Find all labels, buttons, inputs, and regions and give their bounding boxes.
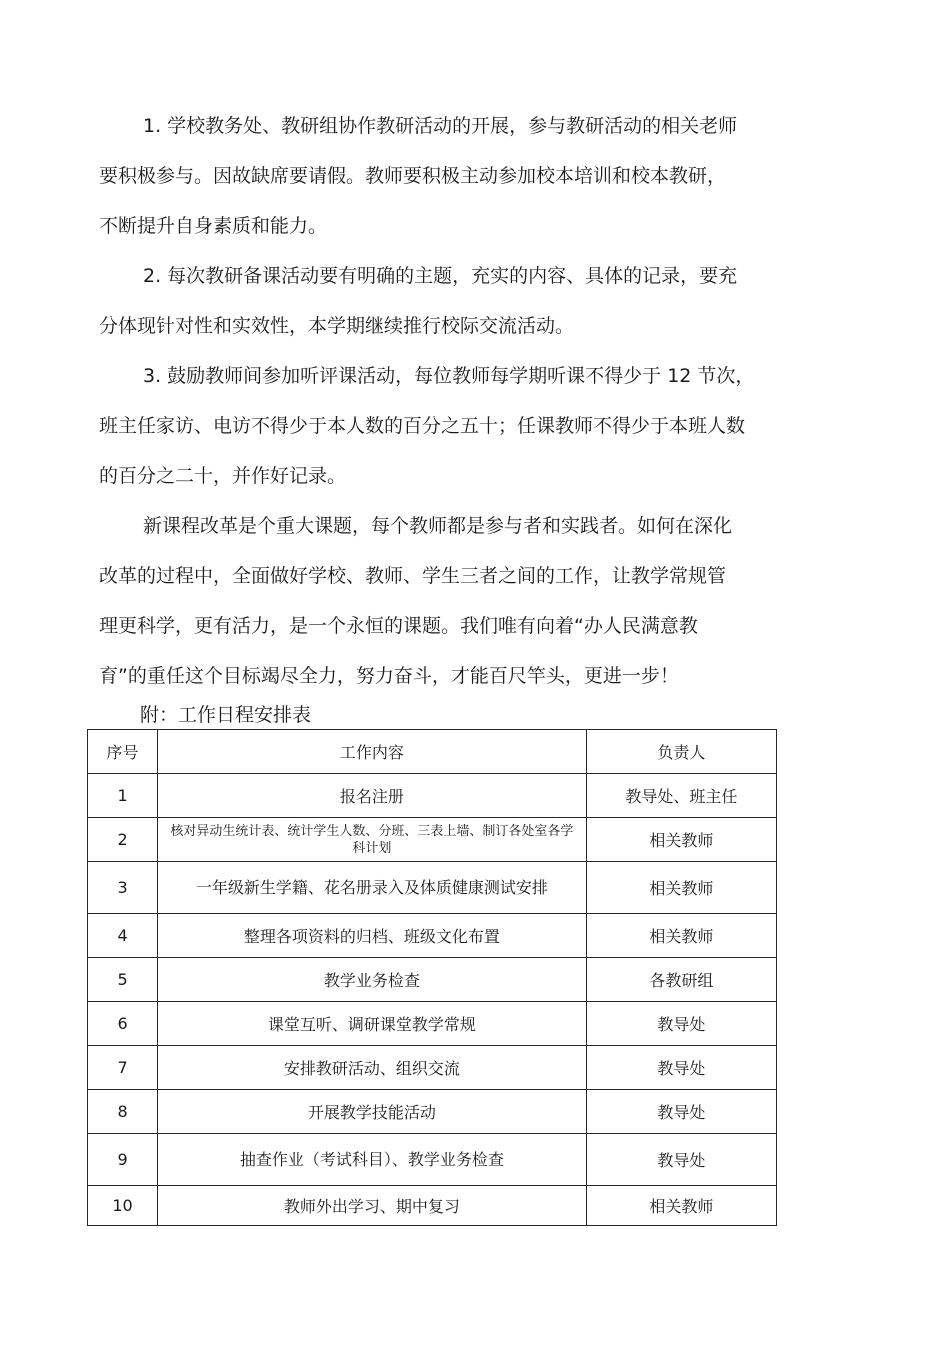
para1-line3: 不断提升自身素质和能力。 bbox=[99, 215, 328, 237]
header-task: 工作内容 bbox=[158, 730, 587, 774]
row-no: 7 bbox=[88, 1046, 158, 1090]
table-row bbox=[88, 774, 777, 818]
header-owner: 负责人 bbox=[586, 730, 776, 774]
row-no: 4 bbox=[88, 914, 158, 958]
row-owner: 教导处 bbox=[586, 1134, 776, 1186]
row-no: 3 bbox=[88, 862, 158, 914]
row-task bbox=[158, 818, 587, 862]
row-no: 8 bbox=[88, 1090, 158, 1134]
row-no: 1 bbox=[88, 774, 158, 818]
table-row bbox=[88, 914, 777, 958]
table-row bbox=[88, 1046, 777, 1090]
row-no: 6 bbox=[88, 1002, 158, 1046]
para4-line4: 育”的重任这个目标竭尽全力，努力奋斗，才能百尺竿头，更进一步！ bbox=[99, 665, 679, 687]
row-task: 课堂互听、调研课堂教学常规 bbox=[158, 1002, 587, 1046]
para4-line3: 理更科学，更有活力，是一个永恒的课题。我们唯有向着“办人民满意教 bbox=[99, 615, 698, 637]
row-owner: 相关教师 bbox=[586, 914, 776, 958]
para2-line2: 分体现针对性和实效性，本学期继续推行校际交流活动。 bbox=[99, 315, 575, 337]
para1-line2: 要积极参与。因故缺席要请假。教师要积极主动参加校本培训和校本教研， bbox=[99, 165, 727, 187]
table-header-row bbox=[88, 730, 777, 774]
row-task-text: 抽查作业（考试科目）、教学业务检查 bbox=[239, 1149, 504, 1169]
row-owner: 相关教师 bbox=[586, 818, 776, 862]
table-row bbox=[88, 862, 777, 914]
row-owner: 教导处 bbox=[586, 1046, 776, 1090]
row-no: 10 bbox=[88, 1186, 158, 1226]
table-row bbox=[88, 818, 777, 862]
row-no: 5 bbox=[88, 958, 158, 1002]
table-row bbox=[88, 1134, 777, 1186]
row-task: 安排教研活动、组织交流 bbox=[158, 1046, 587, 1090]
table-row bbox=[88, 1002, 777, 1046]
row-owner: 各教研组 bbox=[586, 958, 776, 1002]
para4-line2: 改革的过程中，全面做好学校、教师、学生三者之间的工作，让教学常规管 bbox=[99, 565, 727, 587]
row-task: 教学业务检查 bbox=[158, 958, 587, 1002]
row-task: 开展教学技能活动 bbox=[158, 1090, 587, 1134]
para2-line1: 2. 每次教研备课活动要有明确的主题，充实的内容、具体的记录，要充 bbox=[143, 265, 738, 287]
schedule-table bbox=[87, 729, 777, 1226]
para3-line1: 3. 鼓励教师间参加听评课活动，每位教师每学期听课不得少于 12 节次， bbox=[143, 365, 755, 387]
para3-line2: 班主任家访、电访不得少于本人数的百分之五十；任课教师不得少于本班人数 bbox=[99, 415, 746, 437]
row-no: 2 bbox=[88, 818, 158, 862]
table-caption: 附：工作日程安排表 bbox=[140, 704, 312, 726]
row-owner: 教导处、班主任 bbox=[586, 774, 776, 818]
row-owner: 相关教师 bbox=[586, 1186, 776, 1226]
para1-line1: 1. 学校教务处、教研组协作教研活动的开展，参与教研活动的相关老师 bbox=[143, 115, 738, 137]
row-task: 整理各项资料的归档、班级文化布置 bbox=[158, 914, 587, 958]
table-row bbox=[88, 958, 777, 1002]
para3-line3: 的百分之二十，并作好记录。 bbox=[99, 465, 347, 487]
para4-line1: 新课程改革是个重大课题，每个教师都是参与者和实践者。如何在深化 bbox=[143, 515, 733, 537]
row-task-text: 核对异动生统计表、统计学生人数、分班、三表上墙、制订各处室各学科计划 bbox=[170, 823, 574, 856]
header-no: 序号 bbox=[88, 730, 158, 774]
table-row bbox=[88, 1186, 777, 1226]
row-owner: 教导处 bbox=[586, 1090, 776, 1134]
row-owner: 教导处 bbox=[586, 1002, 776, 1046]
row-owner: 相关教师 bbox=[586, 862, 776, 914]
row-task bbox=[158, 862, 587, 914]
row-no: 9 bbox=[88, 1134, 158, 1186]
row-task-text: 一年级新生学籍、花名册录入及体质健康测试安排 bbox=[195, 877, 548, 897]
row-task bbox=[158, 1134, 587, 1186]
row-task: 教师外出学习、期中复习 bbox=[158, 1186, 587, 1226]
row-task: 报名注册 bbox=[158, 774, 587, 818]
table-row bbox=[88, 1090, 777, 1134]
